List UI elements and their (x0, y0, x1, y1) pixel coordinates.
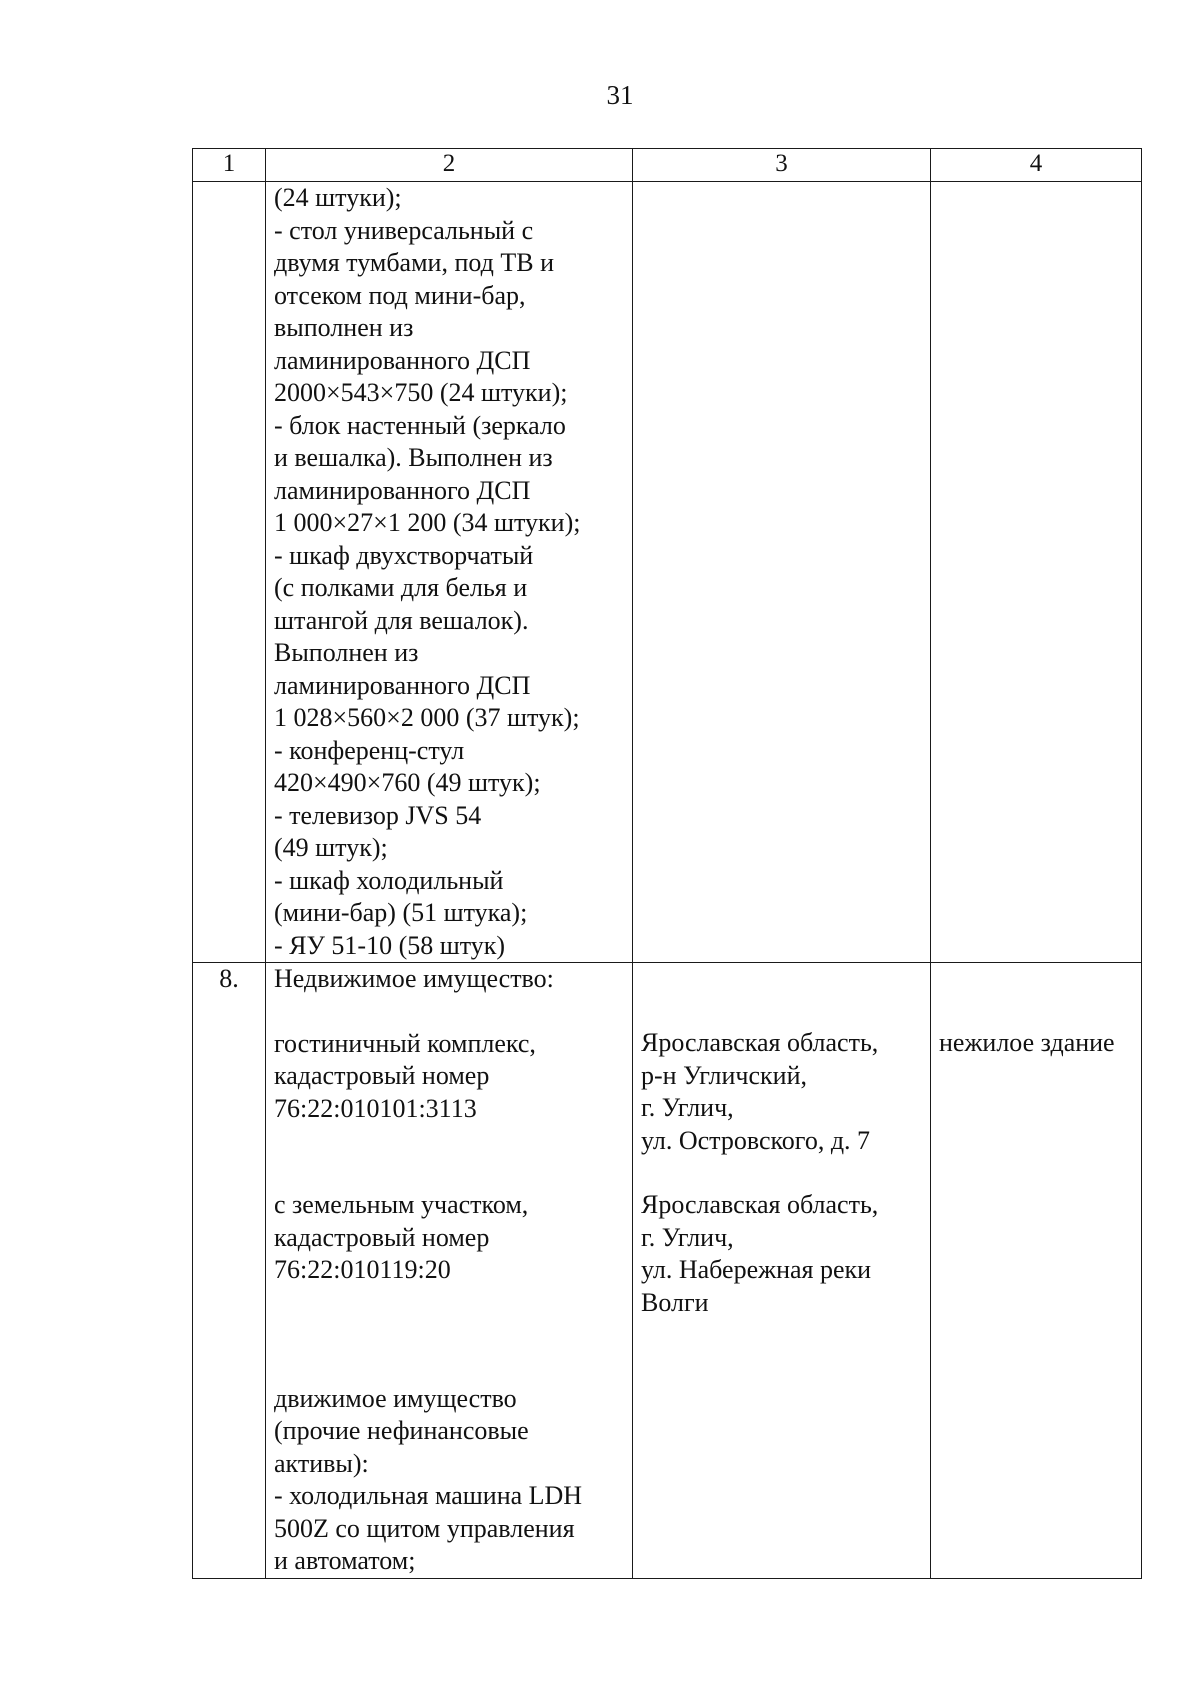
table-row-continuation (193, 182, 1142, 963)
description-line: 1 028×560×2 000 (37 штук); (274, 703, 580, 732)
header-col-2: 2 (266, 149, 633, 182)
hotel-cadastral-number: 76:22:010101:3113 (274, 1093, 477, 1123)
row-number-cell: 8. (193, 963, 266, 1579)
description-line: Выполнен из (274, 638, 419, 667)
header-col-3: 3 (633, 149, 931, 182)
description-line: выполнен из (274, 313, 414, 342)
hotel-address-line: ул. Островского, д. 7 (641, 1125, 871, 1155)
row-number-cell (193, 182, 266, 963)
page-number: 31 (606, 80, 634, 110)
hotel-description-line: кадастровый номер (274, 1061, 490, 1090)
description-line: (с полками для белья и (274, 573, 528, 602)
land-cadastral-number: 76:22:010119:20 (274, 1255, 451, 1284)
description-line: - стол универсальный с (274, 215, 534, 245)
description-cell (266, 963, 633, 1579)
property-type-cell (931, 963, 1142, 1579)
movable-description-line: - холодильная машина LDH (274, 1481, 583, 1510)
description-line: (49 штук); (274, 833, 388, 862)
hotel-address-line: р-н Угличский, (641, 1060, 808, 1090)
description-line: двумя тумбами, под ТВ и (274, 248, 554, 277)
description-line: - ЯУ 51-10 (58 штук) (274, 930, 506, 960)
land-address-line: Ярославская область, (641, 1190, 879, 1219)
table-row-8 (193, 963, 1142, 1579)
description-line: 420×490×760 (49 штук); (274, 768, 541, 797)
hotel-address-line: г. Углич, (641, 1093, 734, 1122)
movable-description-line: (прочие нефинансовые (274, 1416, 529, 1445)
movable-description-line: движимое имущество (274, 1383, 517, 1413)
address-cell (633, 963, 931, 1579)
description-line: (24 штуки); (274, 183, 402, 212)
description-line: ламинированного ДСП (274, 670, 531, 700)
description-line: - шкаф двухстворчатый (274, 540, 534, 570)
hotel-description-line: гостиничный комплекс, (274, 1028, 536, 1058)
header-col-4: 4 (931, 149, 1142, 182)
hotel-address-line: Ярославская область, (641, 1028, 879, 1057)
land-address-line: ул. Набережная реки (641, 1255, 872, 1284)
description-cell (266, 182, 633, 963)
header-row (193, 149, 1142, 182)
description-line: - телевизор JVS 54 (274, 800, 482, 830)
description-line: (мини-бар) (51 штука); (274, 898, 528, 927)
description-line: ламинированного ДСП (274, 345, 531, 375)
land-address-line: Волги (641, 1287, 709, 1317)
property-type-cell (931, 182, 1142, 963)
section-heading: Недвижимое имущество: (274, 964, 554, 993)
description-line: штангой для вешалок). (274, 605, 529, 635)
header-col-1: 1 (193, 149, 266, 182)
movable-description-line: активы): (274, 1448, 369, 1478)
movable-description-line: и автоматом; (274, 1546, 416, 1575)
property-type: нежилое здание (939, 1028, 1115, 1057)
address-cell (633, 182, 931, 963)
land-description-line: кадастровый номер (274, 1222, 490, 1252)
property-table (192, 148, 1142, 1579)
description-line: ламинированного ДСП (274, 475, 531, 505)
description-line: 1 000×27×1 200 (34 штуки); (274, 508, 581, 537)
description-line: - шкаф холодильный (274, 865, 504, 895)
description-line: - блок настенный (зеркало (274, 410, 566, 440)
description-line: 2000×543×750 (24 штуки); (274, 378, 568, 407)
land-description-line: с земельным участком, (274, 1190, 529, 1219)
land-address-line: г. Углич, (641, 1222, 734, 1252)
description-line: отсеком под мини-бар, (274, 280, 526, 310)
movable-description-line: 500Z со щитом управления (274, 1513, 575, 1543)
description-line: и вешалка). Выполнен из (274, 443, 553, 472)
description-line: - конференц-стул (274, 735, 465, 765)
